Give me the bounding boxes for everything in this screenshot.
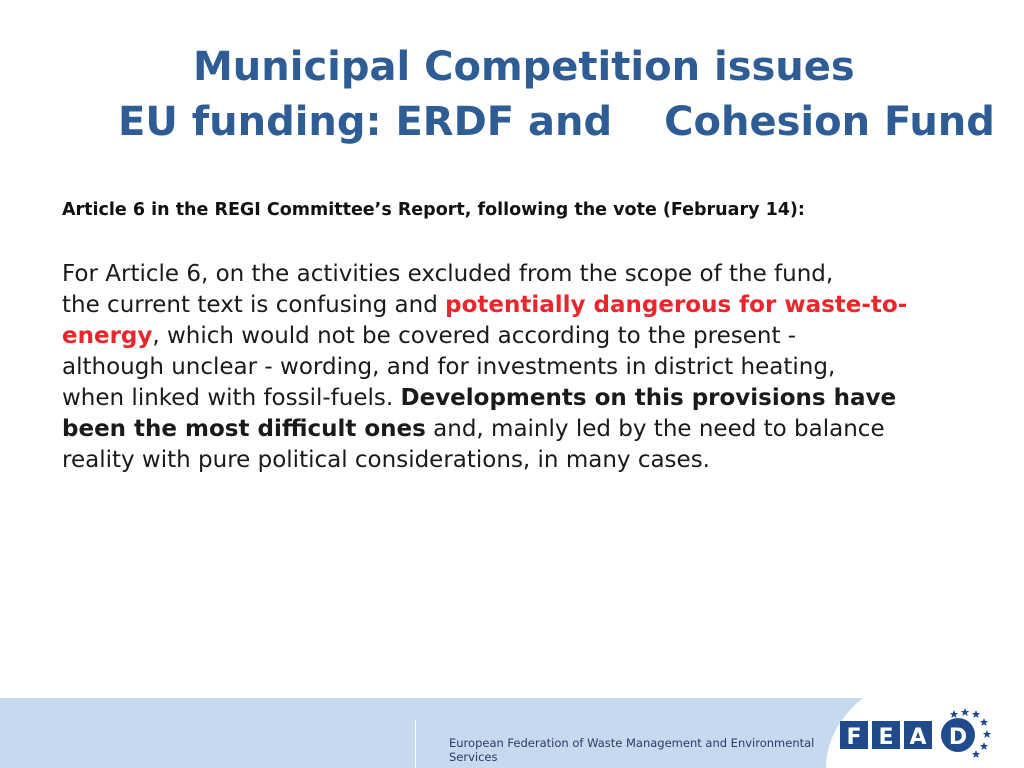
title-part-2: Cohesion Fund xyxy=(664,99,995,145)
fead-logo xyxy=(838,704,994,762)
body-line-4: although unclear - wording, and for investments in district heating, xyxy=(62,354,836,380)
body-text-highlight: potentially dangerous for waste-to- xyxy=(445,292,908,318)
body-line-5 xyxy=(62,383,942,414)
body-paragraph xyxy=(62,259,942,476)
subheading: Article 6 in the REGI Committee’s Report, following the vote (February 14): xyxy=(62,200,805,220)
body-text-highlight: energy xyxy=(62,323,153,349)
slide-title-line-1: Municipal Competition issues xyxy=(193,44,855,90)
body-line-1: For Article 6, on the activities excluded from the scope of the fund, xyxy=(62,261,834,287)
footer-organization-name: European Federation of Waste Management and Environmental Services xyxy=(449,736,815,764)
body-text-plain: the current text is confusing and xyxy=(62,292,446,318)
body-text-plain: and, mainly led by the need to balance xyxy=(425,416,885,442)
body-line-7: reality with pure political considerations, in many cases. xyxy=(62,447,710,473)
logo-letter: F xyxy=(846,725,862,750)
body-text-bold: Developments on this provisions have xyxy=(400,385,897,411)
slide-title-line-2 xyxy=(118,99,995,145)
body-text-plain: , which would not be covered according to the present - xyxy=(152,323,797,349)
body-line-6 xyxy=(62,414,942,445)
body-text-bold: been the most difficult ones xyxy=(62,416,426,442)
footer-divider xyxy=(415,720,416,768)
body-line-3 xyxy=(62,321,942,352)
logo-letter: D xyxy=(948,725,968,750)
body-text-plain: when linked with fossil-fuels. xyxy=(62,385,401,411)
body-line-2 xyxy=(62,290,942,321)
title-part-1: EU funding: ERDF and xyxy=(118,99,613,145)
logo-letter: A xyxy=(909,725,927,750)
logo-letter: E xyxy=(878,725,894,750)
